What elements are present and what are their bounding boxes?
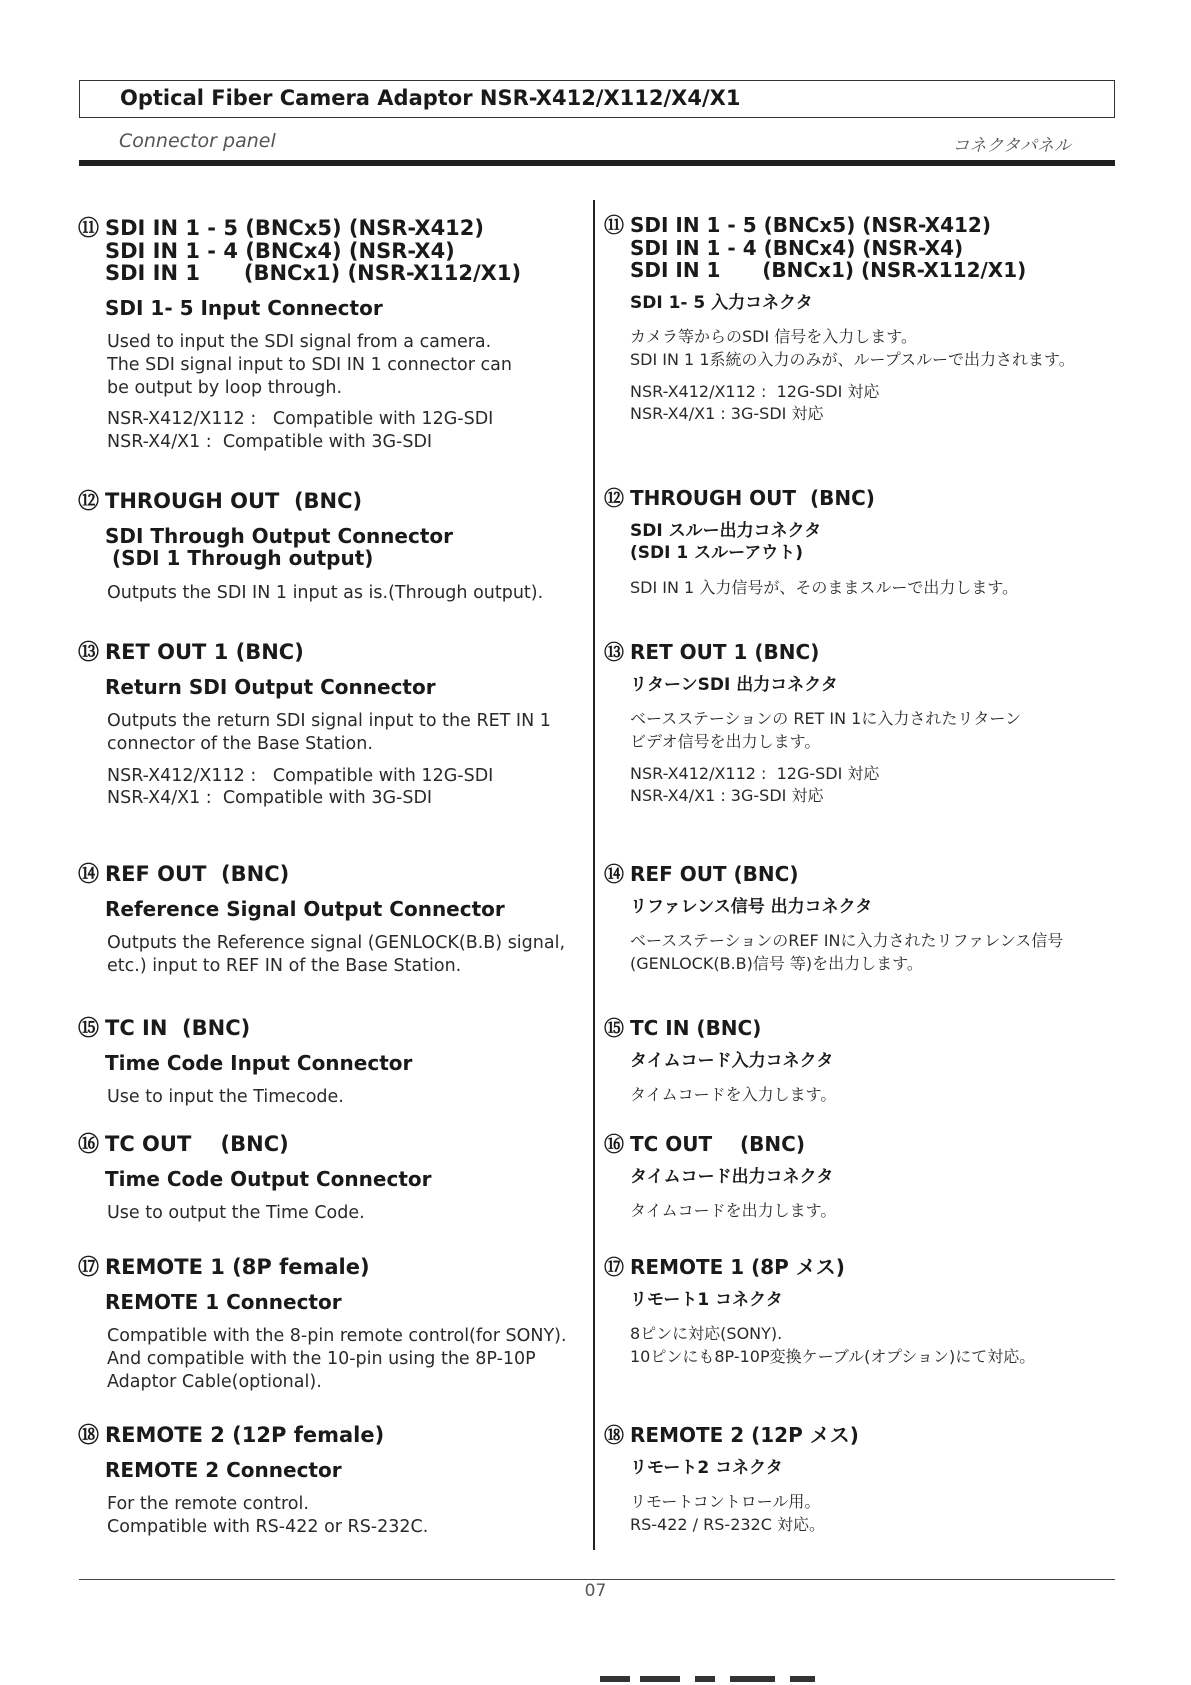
heading-line: SDI IN 1 - 4 (BNCx4) (NSR-X4) xyxy=(105,238,455,263)
connector-subtitle xyxy=(604,1289,1035,1312)
connector-section xyxy=(604,1133,836,1223)
subtitle-line: REMOTE 1 Connector xyxy=(105,1289,342,1314)
compatibility-notes xyxy=(630,763,1021,809)
description-line: タイムコードを入力します。 xyxy=(630,1085,837,1104)
description-line: SDI IN 1 入力信号が、そのままスルーで出力します。 xyxy=(630,577,1019,597)
heading-line: ⑪ SDI IN 1 - 5 (BNCx5) (NSR-X412) xyxy=(604,213,991,237)
description-line: etc.) input to REF IN of the Base Station. xyxy=(107,955,462,976)
connector-subtitle xyxy=(604,896,1063,919)
connector-description xyxy=(78,331,521,454)
compatibility-line: NSR-X4/X1 : Compatible with 3G-SDI xyxy=(107,432,433,453)
compatibility-notes xyxy=(630,381,1075,427)
compatibility-line: NSR-X412/X112 : 12G-SDI 対応 xyxy=(630,763,880,783)
connector-heading xyxy=(604,641,1021,664)
item-number: ⑬ xyxy=(78,640,99,664)
connector-section xyxy=(604,641,1021,808)
connector-heading xyxy=(604,487,1018,510)
connector-heading xyxy=(78,641,551,664)
heading-line: ⑮ TC IN (BNC) xyxy=(604,1016,762,1040)
item-number: ⑬ xyxy=(604,640,624,664)
compatibility-notes xyxy=(107,765,551,811)
item-number: ⑭ xyxy=(604,862,624,886)
connector-section xyxy=(78,641,551,810)
connector-description xyxy=(604,577,1018,600)
connector-description xyxy=(78,582,543,605)
connector-heading xyxy=(78,1256,567,1279)
connector-description xyxy=(604,1491,859,1537)
heading-line: SDI IN 1 - 4 (BNCx4) (NSR-X4) xyxy=(630,235,964,260)
heading-line: ⑪ SDI IN 1 - 5 (BNCx5) (NSR-X412) xyxy=(78,216,485,240)
description-line: be output by loop through. xyxy=(107,377,343,398)
connector-subtitle xyxy=(604,674,1021,697)
connector-description xyxy=(78,932,565,978)
subtitle-line: Time Code Output Connector xyxy=(105,1166,432,1191)
heading-line: ⑱ REMOTE 2 (12P female) xyxy=(78,1423,385,1447)
heading-line: ⑬ RET OUT 1 (BNC) xyxy=(604,640,820,664)
compatibility-notes xyxy=(107,408,521,454)
subtitle-line: タイムコード出力コネクタ xyxy=(630,1166,834,1187)
connector-section xyxy=(604,487,1018,599)
connector-description xyxy=(78,710,551,810)
page-title: Optical Fiber Camera Adaptor NSR-X412/X112/X4/X1 xyxy=(120,86,741,110)
connector-heading xyxy=(78,217,521,285)
subtitle-line: Reference Signal Output Connector xyxy=(105,896,505,921)
compatibility-line: NSR-X412/X112 : Compatible with 12G-SDI xyxy=(107,765,494,786)
connector-subtitle xyxy=(78,676,551,699)
subtitle-line: Time Code Input Connector xyxy=(105,1050,413,1075)
subtitle-line: リファレンス信号 出力コネクタ xyxy=(630,896,873,917)
connector-heading xyxy=(604,1133,836,1156)
description-line: The SDI signal input to SDI IN 1 connector can xyxy=(107,354,512,375)
connector-subtitle xyxy=(604,1166,836,1189)
connector-subtitle xyxy=(78,1291,567,1314)
page-number: 07 xyxy=(584,1581,607,1601)
connector-description xyxy=(604,708,1021,808)
connector-section xyxy=(604,1256,1035,1369)
connector-subtitle xyxy=(78,1168,431,1191)
connector-section xyxy=(604,1017,836,1107)
subtitle-line: Return SDI Output Connector xyxy=(105,674,436,699)
connector-description xyxy=(604,1200,836,1223)
item-number: ⑱ xyxy=(604,1423,624,1447)
connector-section xyxy=(78,490,543,604)
description-line: ベースステーションのREF INに入力されたリファレンス信号 xyxy=(630,931,1064,950)
connector-heading xyxy=(78,1424,428,1447)
description-line: For the remote control. xyxy=(107,1494,309,1514)
header-rule xyxy=(79,160,1115,166)
connector-heading xyxy=(604,863,1063,886)
connector-description xyxy=(78,1325,567,1393)
connector-section xyxy=(78,863,565,978)
item-number: ⑰ xyxy=(604,1255,624,1279)
heading-line: SDI IN 1 (BNCx1) (NSR-X112/X1) xyxy=(630,258,1027,282)
subtitle-line: SDI 1- 5 入力コネクタ xyxy=(630,292,813,313)
connector-description xyxy=(78,1202,431,1225)
connector-subtitle xyxy=(78,297,521,320)
connector-subtitle xyxy=(78,1052,412,1075)
connector-subtitle xyxy=(604,1050,836,1073)
description-line: 8ピンに対応(SONY). xyxy=(630,1324,783,1343)
connector-heading xyxy=(604,1424,859,1447)
connector-heading xyxy=(604,214,1075,282)
heading-line: ⑱ REMOTE 2 (12P メス) xyxy=(604,1423,859,1447)
heading-line: ⑰ REMOTE 1 (8P メス) xyxy=(604,1255,845,1279)
subtitle-line: リモート1 コネクタ xyxy=(630,1289,783,1310)
description-line: RS-422 / RS-232C 対応。 xyxy=(630,1514,825,1534)
description-line: カメラ等からのSDI 信号を入力します。 xyxy=(630,327,918,346)
subtitle-line: (SDI 1 Through output) xyxy=(105,546,374,570)
connector-subtitle xyxy=(604,1457,859,1480)
connector-description xyxy=(604,1323,1035,1369)
connector-description xyxy=(78,1086,412,1109)
heading-line: ⑭ REF OUT (BNC) xyxy=(604,862,799,886)
connector-heading xyxy=(604,1017,836,1040)
connector-subtitle xyxy=(78,1459,428,1482)
description-line: connector of the Base Station. xyxy=(107,733,373,754)
connector-section xyxy=(604,214,1075,426)
connector-subtitle xyxy=(604,292,1075,315)
connector-subtitle xyxy=(78,898,565,921)
heading-line: ⑬ RET OUT 1 (BNC) xyxy=(78,640,304,664)
heading-line: ⑭ REF OUT (BNC) xyxy=(78,862,290,886)
heading-line: ⑯ TC OUT (BNC) xyxy=(604,1132,805,1156)
section-subtitle-jp: コネクタパネル xyxy=(952,136,1071,156)
subtitle-line: SDI Through Output Connector xyxy=(105,523,454,548)
item-number: ⑪ xyxy=(604,213,624,237)
subtitle-line: タイムコード入力コネクタ xyxy=(630,1050,834,1071)
connector-section xyxy=(604,863,1063,976)
description-line: ベースステーションの RET IN 1に入力されたリターン xyxy=(630,709,1022,728)
connector-heading xyxy=(78,490,543,513)
compatibility-line: NSR-X4/X1 : 3G-SDI 対応 xyxy=(630,404,824,424)
item-number: ⑰ xyxy=(78,1255,99,1279)
subtitle-line: リターンSDI 出力コネクタ xyxy=(630,674,838,695)
connector-section xyxy=(604,1424,859,1537)
subtitle-line: SDI スルー出力コネクタ xyxy=(630,520,822,541)
subtitle-line: REMOTE 2 Connector xyxy=(105,1457,342,1482)
description-line: Use to input the Timecode. xyxy=(107,1087,344,1107)
description-line: (GENLOCK(B.B)信号 等)を出力します。 xyxy=(630,953,923,973)
item-number: ⑯ xyxy=(78,1132,99,1156)
item-number: ⑭ xyxy=(78,862,99,886)
description-line: Compatible with RS-422 or RS-232C. xyxy=(107,1516,429,1537)
connector-description xyxy=(604,930,1063,976)
item-number: ⑯ xyxy=(604,1132,624,1156)
description-line: ビデオ信号を出力します。 xyxy=(630,731,821,751)
connector-heading xyxy=(604,1256,1035,1279)
title-box xyxy=(79,80,1115,118)
connector-section xyxy=(78,1424,428,1539)
heading-line: ⑮ TC IN (BNC) xyxy=(78,1016,251,1040)
subtitle-line: (SDI 1 スルーアウト) xyxy=(630,543,804,563)
connector-section xyxy=(78,217,521,454)
item-number: ⑫ xyxy=(78,489,99,513)
connector-heading xyxy=(78,1017,412,1040)
description-line: And compatible with the 10-pin using the 8P-10P xyxy=(107,1348,536,1369)
description-line: Outputs the Reference signal (GENLOCK(B.B) signal, xyxy=(107,933,566,953)
description-line: 10ピンにも8P-10P変換ケーブル(オプション)にて対応。 xyxy=(630,1346,1036,1366)
subtitle-line: SDI 1- 5 Input Connector xyxy=(105,295,383,320)
item-number: ⑪ xyxy=(78,216,99,240)
description-line: Adaptor Cable(optional). xyxy=(107,1371,322,1392)
subtitle-line: リモート2 コネクタ xyxy=(630,1457,783,1478)
description-line: SDI IN 1 1系統の入力のみが、ループスルーで出力されます。 xyxy=(630,349,1075,369)
scan-edge-marks xyxy=(600,1676,820,1682)
heading-line: SDI IN 1 (BNCx1) (NSR-X112/X1) xyxy=(105,261,522,285)
connector-description xyxy=(604,1084,836,1107)
column-divider xyxy=(593,200,595,1550)
connector-description xyxy=(604,326,1075,426)
connector-heading xyxy=(78,863,565,886)
heading-line: ⑫ THROUGH OUT (BNC) xyxy=(78,489,363,513)
footer-rule xyxy=(79,1579,1115,1580)
item-number: ⑫ xyxy=(604,486,624,510)
description-line: リモートコントロール用。 xyxy=(630,1492,821,1511)
description-line: タイムコードを出力します。 xyxy=(630,1201,837,1220)
description-line: Use to output the Time Code. xyxy=(107,1203,365,1223)
description-line: Outputs the return SDI signal input to the RET IN 1 xyxy=(107,711,551,731)
connector-subtitle xyxy=(604,520,1018,565)
heading-line: ⑫ THROUGH OUT (BNC) xyxy=(604,486,875,510)
connector-section xyxy=(78,1133,431,1225)
connector-description xyxy=(78,1493,428,1539)
connector-section xyxy=(78,1256,567,1393)
compatibility-line: NSR-X4/X1 : Compatible with 3G-SDI xyxy=(107,788,433,809)
item-number: ⑮ xyxy=(78,1016,99,1040)
description-line: Compatible with the 8-pin remote control(for SONY). xyxy=(107,1326,567,1346)
compatibility-line: NSR-X412/X112 : 12G-SDI 対応 xyxy=(630,381,880,401)
compatibility-line: NSR-X4/X1 : 3G-SDI 対応 xyxy=(630,786,824,806)
section-subtitle-en: Connector panel xyxy=(119,130,276,152)
item-number: ⑱ xyxy=(78,1423,99,1447)
heading-line: ⑯ TC OUT (BNC) xyxy=(78,1132,289,1156)
description-line: Outputs the SDI IN 1 input as is.(Through output). xyxy=(107,582,544,603)
connector-section xyxy=(78,1017,412,1109)
compatibility-line: NSR-X412/X112 : Compatible with 12G-SDI xyxy=(107,409,494,430)
connector-subtitle xyxy=(78,525,543,570)
heading-line: ⑰ REMOTE 1 (8P female) xyxy=(78,1255,370,1279)
description-line: Used to input the SDI signal from a camera. xyxy=(107,332,492,352)
item-number: ⑮ xyxy=(604,1016,624,1040)
connector-heading xyxy=(78,1133,431,1156)
